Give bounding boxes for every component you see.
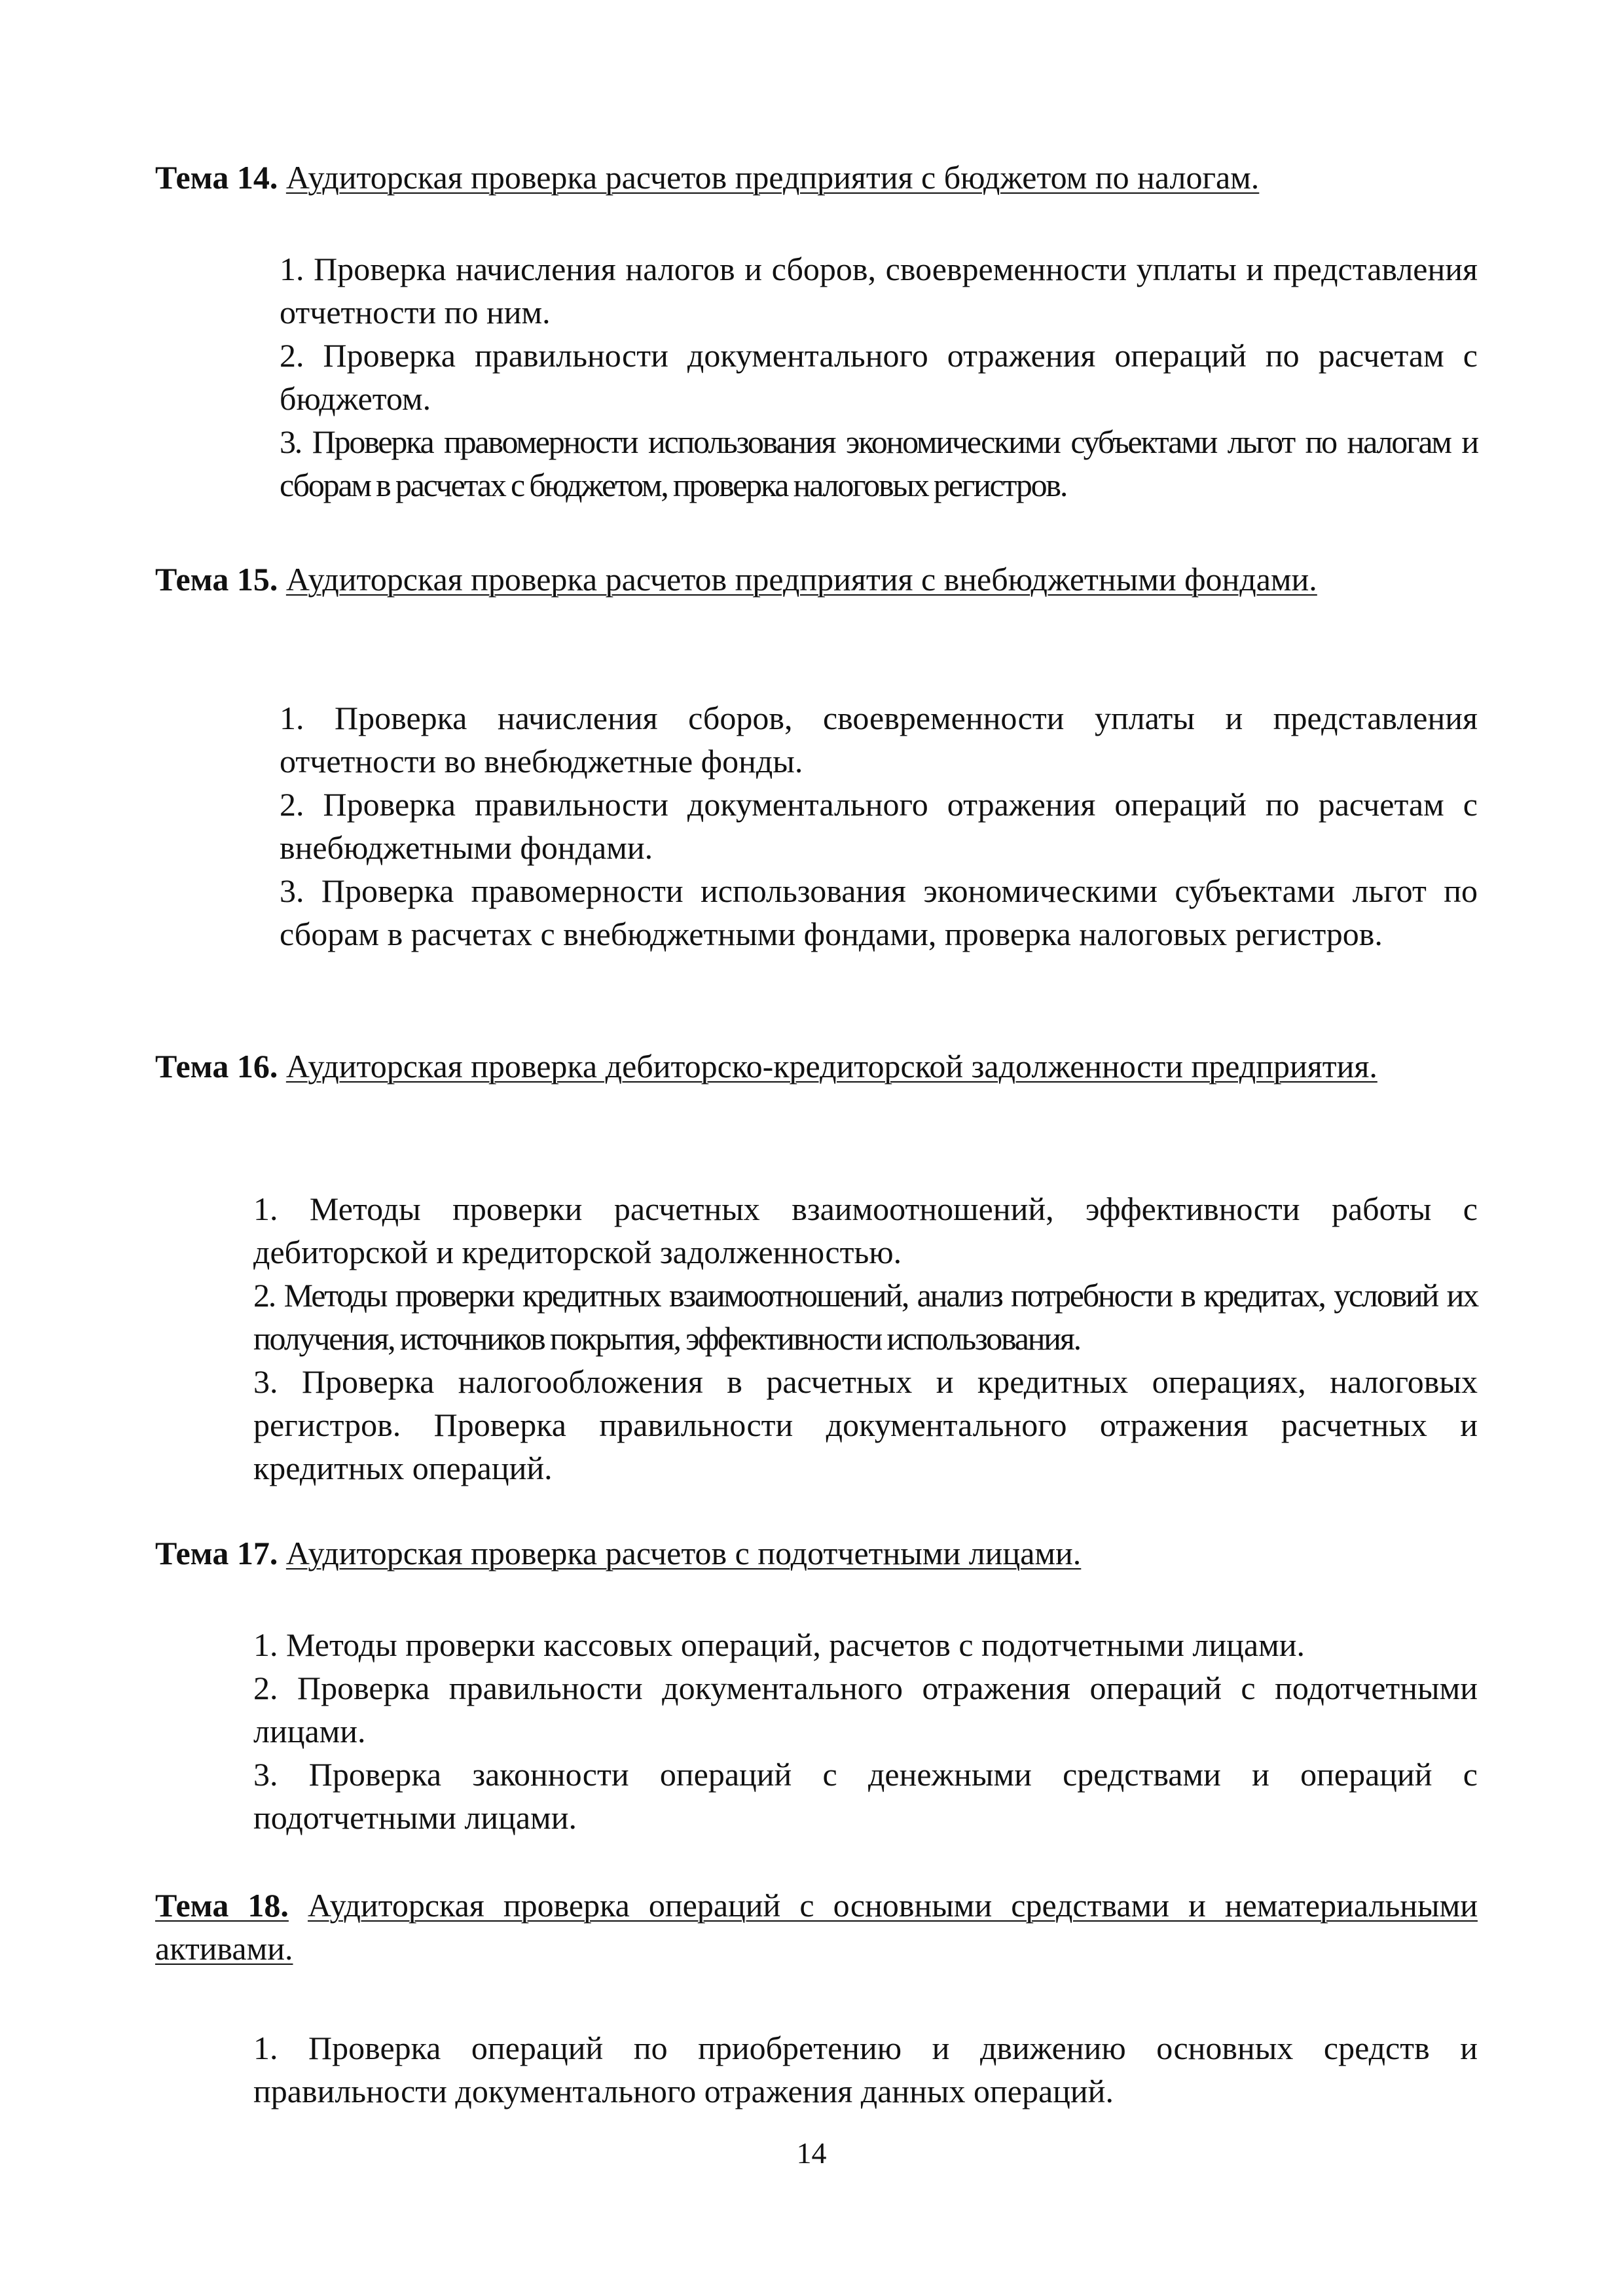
list-item: 1. Методы проверки кассовых операций, расчетов с подотчетными лицами.: [253, 1626, 1305, 1663]
topic-number: Тема 18.: [155, 1887, 289, 1924]
list-item: 2. Методы проверки кредитных взаимоотношений, анализ потребности в кредитах, условий их получения, источников покрытия, эффективности использования.: [253, 1277, 1478, 1357]
list-item: 3. Проверка правомерности использования экономическими субъектами льгот по налогам и сборам в расчетах с бюджетом, проверка налоговых регистров.: [280, 423, 1478, 503]
topic-title: Аудиторская проверка расчетов предприятия с внебюджетными фондами.: [285, 561, 1317, 598]
list-item: 3. Проверка правомерности использования экономическими субъектами льгот по сборам в расчетах с внебюджетными фондами, проверка налоговых регистров.: [280, 872, 1478, 952]
topic-section-18: [155, 1884, 1478, 2109]
list-item: 1. Проверка начисления налогов и сборов, своевременности уплаты и представления отчетности по ним.: [280, 251, 1478, 331]
topic-title: Аудиторская проверка дебиторско-кредиторской задолженности предприятия.: [285, 1048, 1377, 1085]
topic-heading: [155, 558, 1478, 601]
topic-items: [253, 1623, 1478, 1839]
topic-section-15: [155, 558, 1478, 952]
topic-items: [253, 1187, 1478, 1490]
topic-title: Аудиторская проверка расчетов предприятия с бюджетом по налогам.: [285, 159, 1260, 196]
list-item: 1. Проверка начисления сборов, своевременности уплаты и представления отчетности во внебюджетные фонды.: [280, 700, 1478, 780]
list-item: 3. Проверка налогообложения в расчетных и кредитных операциях, налоговых регистров. Проверка правильности документального отражения расчетных и кредитных операций.: [253, 1363, 1478, 1486]
topic-number: Тема 14.: [155, 159, 278, 196]
list-item: 1. Методы проверки расчетных взаимоотношений, эффективности работы с дебиторской и кредиторской задолженностью.: [253, 1191, 1478, 1270]
list-item: 1. Проверка операций по приобретению и движению основных средств и правильности документального отражения данных операций.: [253, 2030, 1478, 2109]
topic-heading: [155, 1532, 1478, 1575]
topic-heading: [155, 1884, 1478, 1970]
list-item: 2. Проверка правильности документального отражения операций по расчетам с внебюджетными фондами.: [280, 786, 1478, 866]
topic-heading: [155, 1045, 1478, 1088]
list-item: 2. Проверка правильности документального отражения операций с подотчетными лицами.: [253, 1670, 1478, 1749]
topic-heading: [155, 156, 1478, 199]
topic-items: [280, 247, 1478, 507]
topic-number: Тема 15.: [155, 561, 278, 598]
topic-number: Тема 17.: [155, 1535, 278, 1571]
page-number: 14: [796, 2136, 827, 2170]
topic-number: Тема 16.: [155, 1048, 278, 1085]
topic-section-14: [155, 156, 1478, 503]
topic-section-16: [155, 1045, 1478, 1486]
topic-items: [280, 696, 1478, 956]
topic-title: Аудиторская проверка операций с основными средствами и нематериальными активами.: [155, 1887, 1478, 1967]
topic-items: [253, 2026, 1478, 2113]
topic-title: Аудиторская проверка расчетов с подотчетными лицами.: [285, 1535, 1082, 1571]
list-item: 3. Проверка законности операций с денежными средствами и операций с подотчетными лицами.: [253, 1756, 1478, 1836]
list-item: 2. Проверка правильности документального отражения операций по расчетам с бюджетом.: [280, 337, 1478, 417]
topic-section-17: [155, 1532, 1478, 1836]
